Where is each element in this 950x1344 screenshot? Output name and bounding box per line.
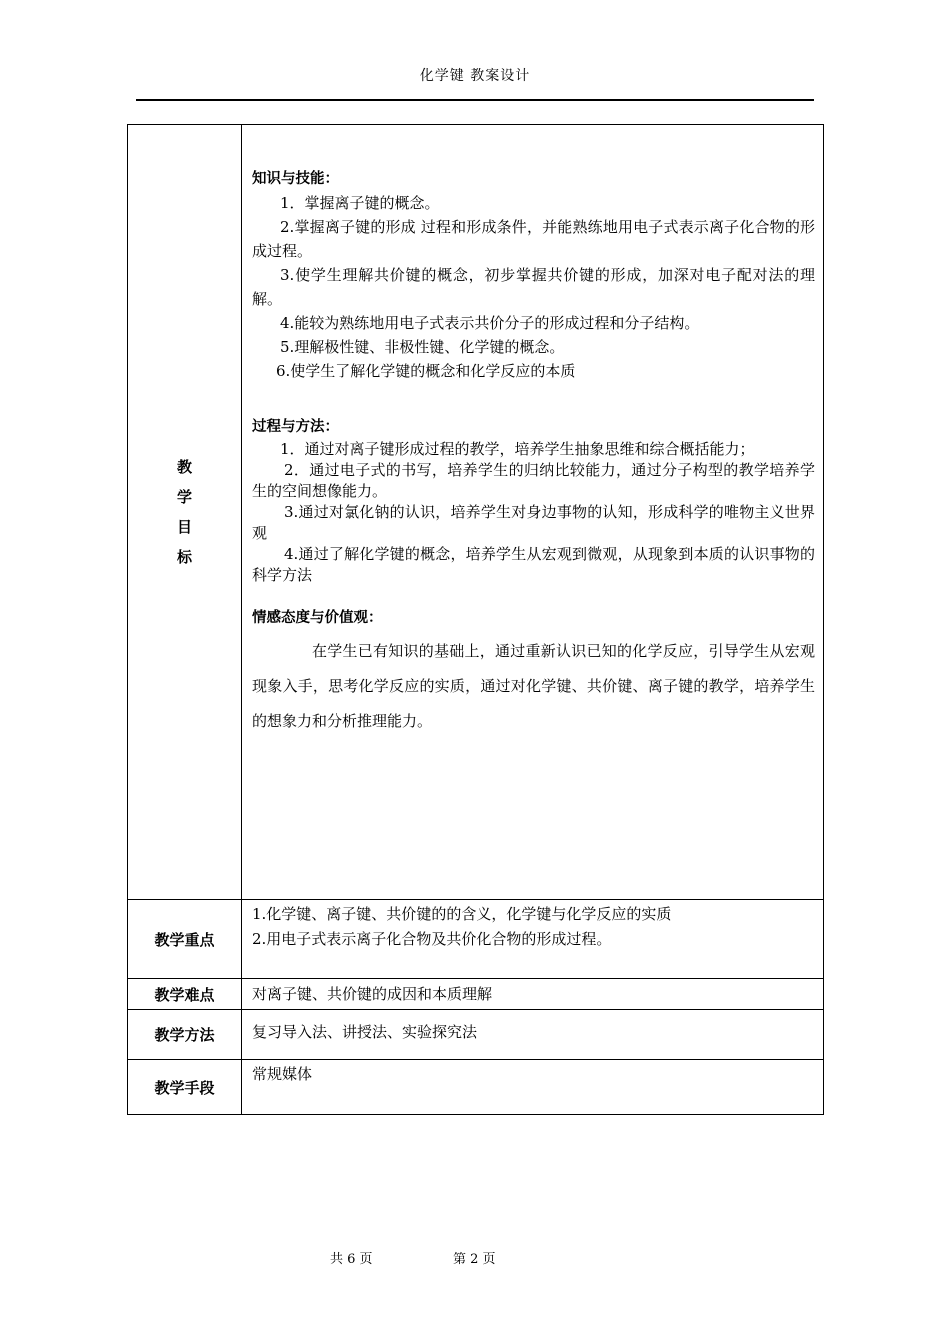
process-item: 2．通过电子式的书写，培养学生的归纳比较能力，通过分子构型的教学培养学生的空间想像能力。 bbox=[252, 461, 815, 500]
objectives-label-char: 教 bbox=[176, 458, 192, 476]
difficulties-cell bbox=[242, 979, 824, 1010]
methods-row bbox=[128, 1010, 824, 1060]
process-heading: 过程与方法： bbox=[252, 419, 339, 435]
attitude-heading: 情感态度与价值观： bbox=[252, 610, 383, 626]
methods-cell bbox=[242, 1010, 824, 1060]
knowledge-item: 3.使学生理解共价键的概念，初步掌握共价键的形成，加深对电子配对法的理解。 bbox=[252, 266, 815, 308]
objectives-cell bbox=[242, 125, 824, 900]
difficulties-label: 教学难点 bbox=[128, 979, 242, 1010]
difficulties-row bbox=[128, 979, 824, 1010]
footer-current-page: 第 2 页 bbox=[453, 1252, 496, 1267]
means-text: 常规媒体 bbox=[252, 1065, 313, 1083]
methods-label: 教学方法 bbox=[128, 1010, 242, 1060]
attitude-paragraph: 在学生已有知识的基础上，通过重新认识已知的化学反应，引导学生从宏观现象入手，思考化学反应的实质，通过对化学键、共价键、离子键的教学，培养学生的想象力和分析推理能力。 bbox=[252, 642, 815, 730]
objectives-label bbox=[128, 125, 242, 900]
key-points-label: 教学重点 bbox=[128, 900, 242, 979]
knowledge-item: 2.掌握离子键的形成 过程和形成条件，并能熟练地用电子式表示离子化合物的形成过程。 bbox=[252, 218, 815, 260]
process-item: 3.通过对氯化钠的认识，培养学生对身边事物的认知，形成科学的唯物主义世界观 bbox=[252, 503, 815, 542]
page-header-title: 化学键 教案设计 bbox=[419, 68, 531, 84]
process-item: 4.通过了解化学键的概念，培养学生从宏观到微观，从现象到本质的认识事物的科学方法 bbox=[252, 545, 815, 584]
knowledge-item: 4.能较为熟练地用电子式表示共价分子的形成过程和分子结构。 bbox=[280, 314, 700, 332]
means-label: 教学手段 bbox=[128, 1060, 242, 1115]
knowledge-item: 1．掌握离子键的概念。 bbox=[280, 194, 440, 212]
key-point-item: 1.化学键、离子键、共价键的的含义，化学键与化学反应的实质 bbox=[252, 905, 672, 923]
knowledge-item: 6.使学生了解化学键的概念和化学反应的本质 bbox=[276, 362, 576, 380]
lesson-plan-table bbox=[127, 124, 824, 1115]
knowledge-item: 5.理解极性键、非极性键、化学键的概念。 bbox=[280, 338, 565, 356]
objectives-row bbox=[128, 125, 824, 900]
key-points-cell bbox=[242, 900, 824, 979]
process-item: 1．通过对离子键形成过程的教学，培养学生抽象思维和综合概括能力； bbox=[280, 440, 755, 458]
objectives-label-char: 学 bbox=[176, 488, 192, 506]
means-row bbox=[128, 1060, 824, 1115]
means-cell bbox=[242, 1060, 824, 1115]
key-points-row bbox=[128, 900, 824, 979]
header-rule bbox=[136, 99, 814, 101]
objectives-label-char: 目 bbox=[176, 518, 192, 536]
footer-total-pages: 共 6 页 bbox=[330, 1252, 373, 1267]
key-point-item: 2.用电子式表示离子化合物及共价化合物的形成过程。 bbox=[252, 930, 612, 948]
knowledge-heading: 知识与技能： bbox=[252, 171, 339, 187]
methods-text: 复习导入法、讲授法、实验探究法 bbox=[252, 1023, 478, 1041]
objectives-label-char: 标 bbox=[176, 548, 192, 566]
difficulties-text: 对离子键、共价键的成因和本质理解 bbox=[252, 985, 493, 1003]
